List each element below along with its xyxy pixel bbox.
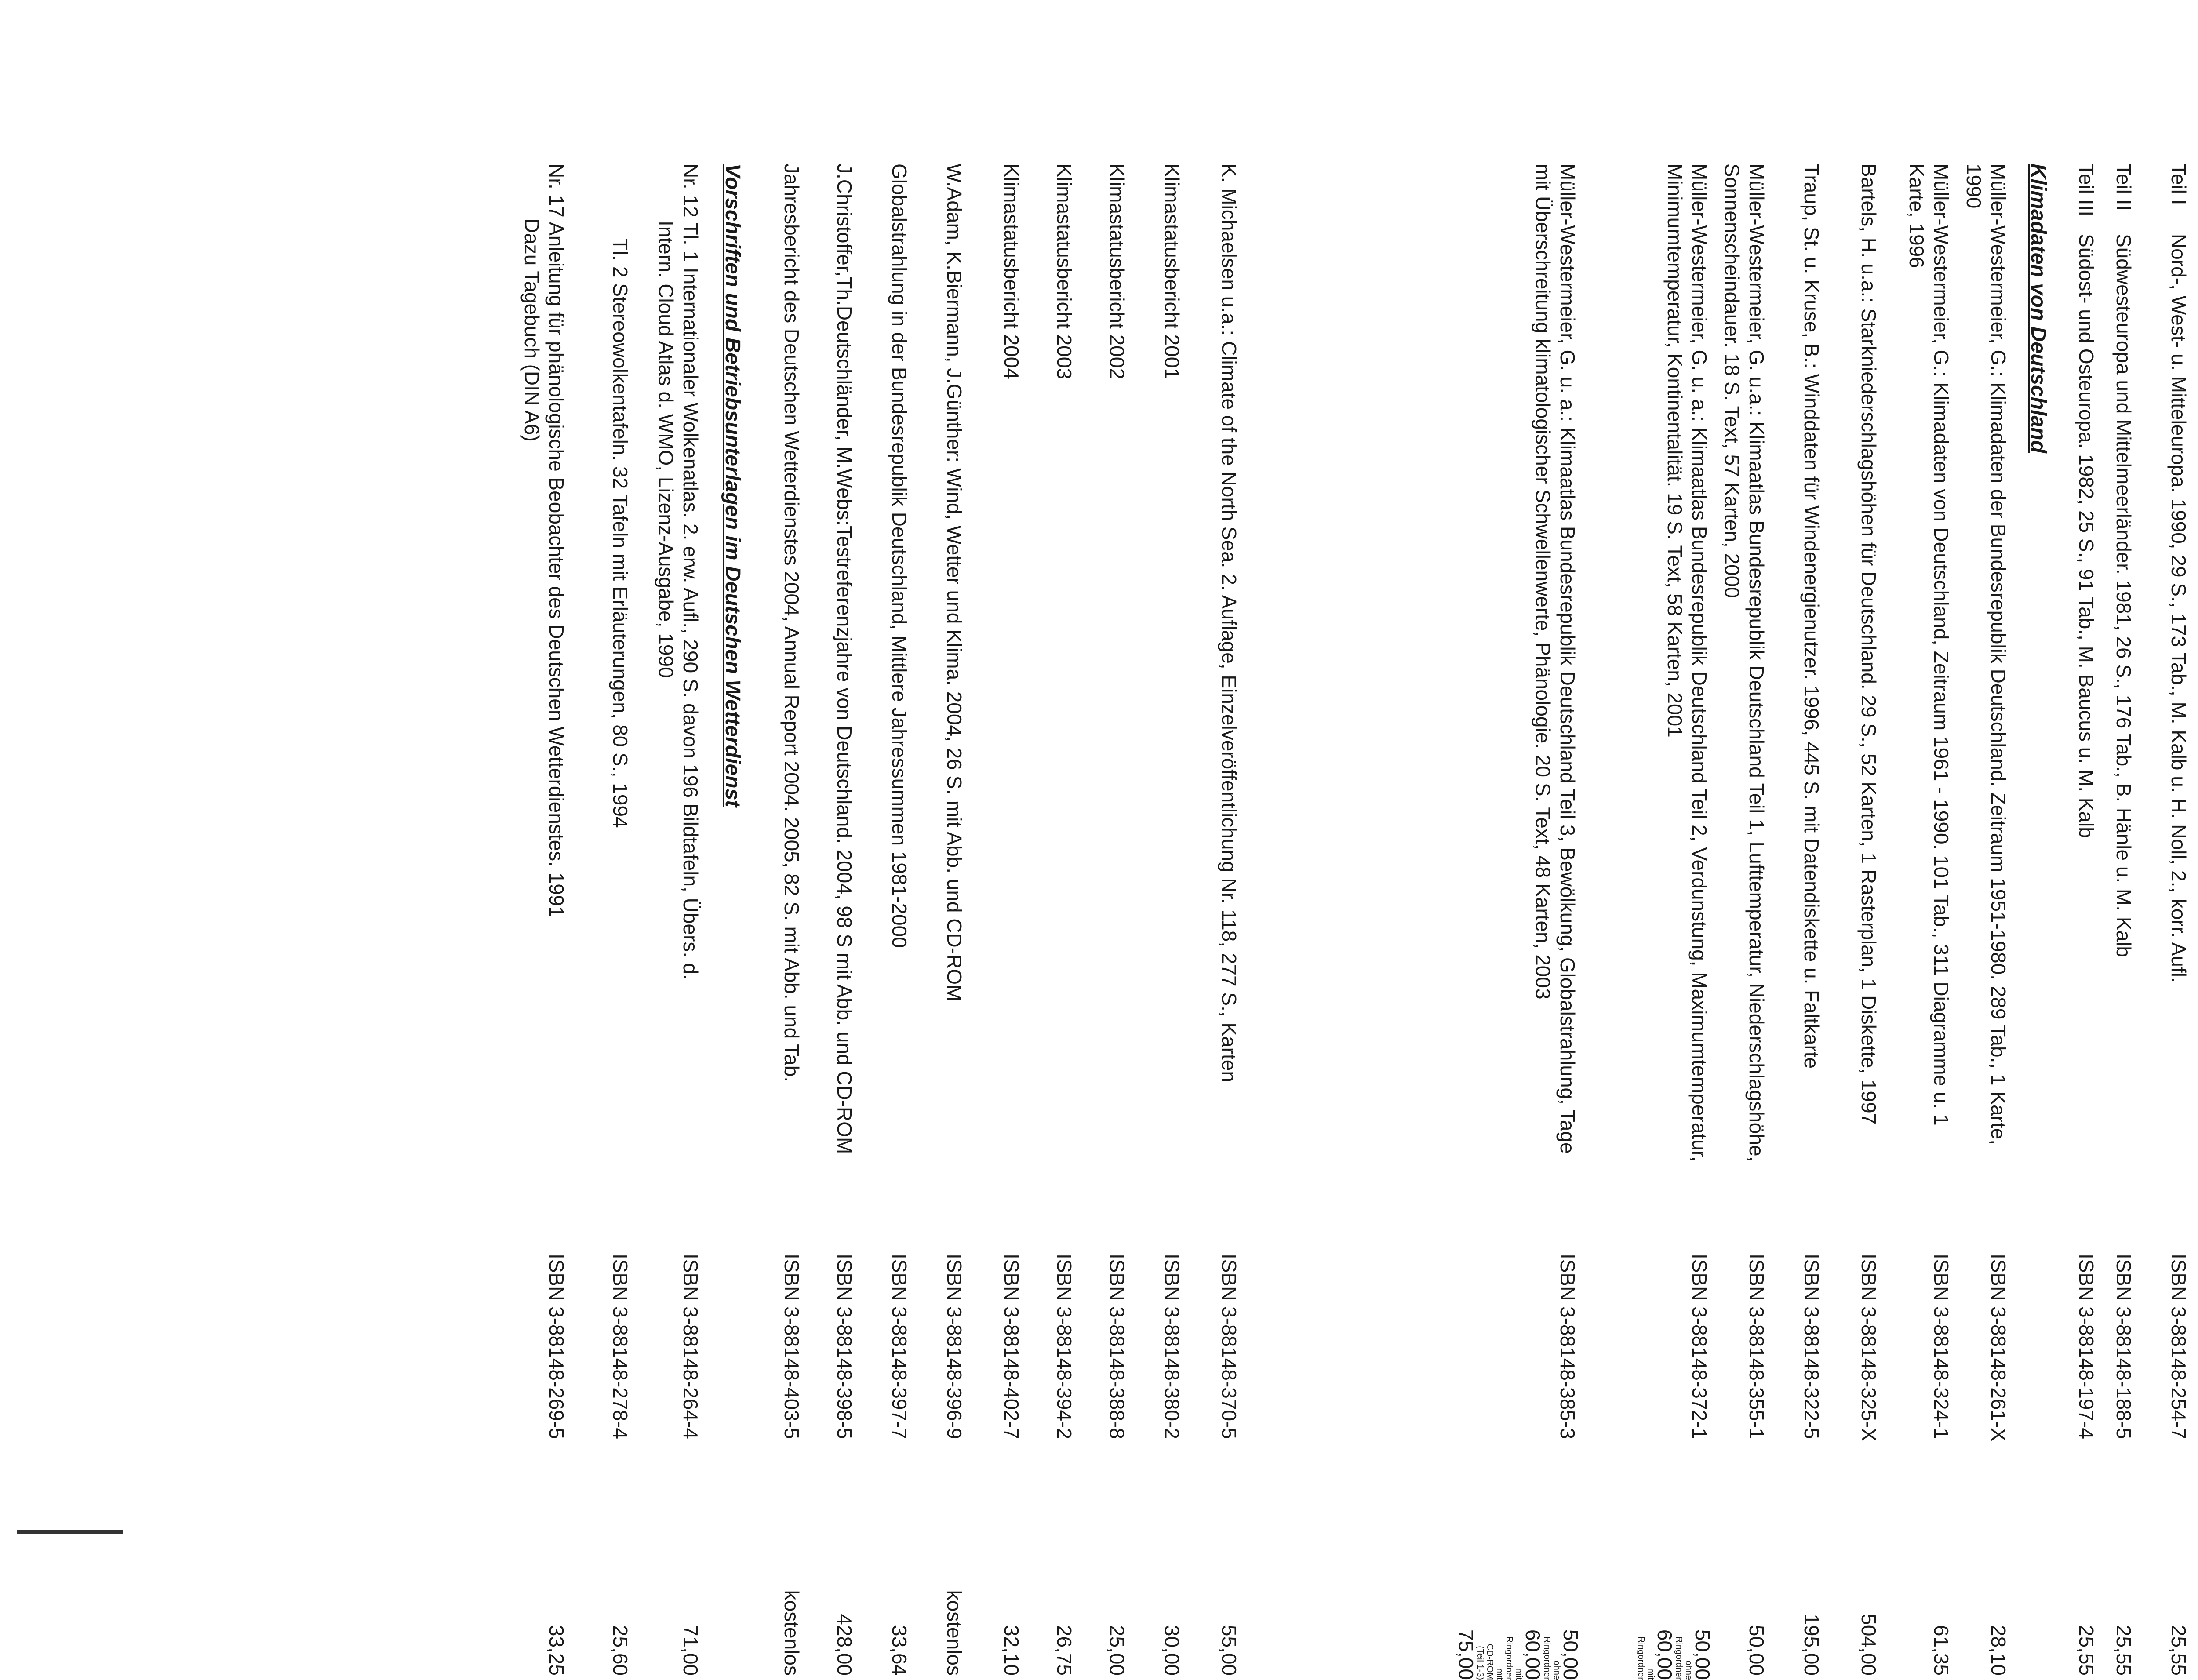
entry-description: Klimastatusbericht 2003 bbox=[1053, 164, 1076, 379]
entry-price: 33,25 bbox=[545, 1625, 568, 1676]
price-value: 75,00 bbox=[1455, 1629, 1477, 1680]
europa-row bbox=[2110, 164, 2136, 1676]
entry-isbn: ISBN 3-88148-264-4 bbox=[679, 1254, 702, 1439]
entry-isbn: ISBN 3-88148-324-1 bbox=[1930, 1254, 1953, 1439]
entry-description: Südost- und Osteuropa. 1982, 25 S., 91 Tab., M. Baucus u. M. Kalb bbox=[2075, 234, 2098, 838]
entry-description: Jahresbericht des Deutschen Wetterdienstes 2004, Annual Report 2004. 2005, 82 S. mit Abb. und Tab. bbox=[780, 164, 803, 1083]
entry-price: 33,64 bbox=[888, 1625, 911, 1676]
entry-isbn: ISBN 3-88148-394-2 bbox=[1053, 1254, 1076, 1439]
entry-description: Müller-Westermeier, G.: Klimadaten der Bundesrepublik Deutschland. Zeitraum 1951-1980. 289 Tab., 1 Karte, 1990 bbox=[1962, 164, 2010, 1145]
entry-description: Nord-, West- u. Mitteleuropa. 1990, 29 S., 173 Tab., M. Kalb u. H. Noll, 2., korr. Aufl. bbox=[2167, 234, 2190, 983]
price-value: 50,00 bbox=[1559, 1629, 1582, 1680]
entry-price: 26,75 bbox=[1053, 1625, 1076, 1676]
europa-row bbox=[2072, 164, 2099, 1676]
teil-label: Teil III bbox=[2075, 164, 2098, 217]
price-value: 50,00 bbox=[1691, 1629, 1714, 1680]
entry-description: Müller-Westermeier, G. u. a.: Klimaatlas Bundesrepublik Deutschland Teil 3, Bewölkung, Globalstrahlung, Tage mit Überschreitung klimatologischer Schwellenwerte, Phänologie. 20 S. Text, 48 Karten, 2003 bbox=[1532, 164, 1579, 1154]
entry-description: Müller-Westermeier, G.: Klimadaten von Deutschland, Zeitraum 1961 - 1990. 101 Tab., 311 Diagramme u. 1 Karte, 1996 bbox=[1905, 164, 1953, 1126]
entry-price: 25,55 bbox=[2112, 1625, 2135, 1676]
entry-description: Bartels, H. u.a.: Starkniederschlagshöhen für Deutschland. 29 S., 52 Karten, 1 Rasterplan, 1 Diskette, 1997 bbox=[1857, 164, 1880, 1125]
entry-price: 71,00 bbox=[679, 1625, 702, 1676]
entry-isbn: ISBN 3-88148-398-5 bbox=[833, 1254, 856, 1439]
entry-description: J.Christoffer,Th.Deutschländer, M.Webs:Testreferenzjahre von Deutschland. 2004, 98 S mit Abb. und CD-ROM bbox=[833, 164, 856, 1154]
entry-isbn: ISBN 3-88148-197-4 bbox=[2075, 1254, 2098, 1439]
entry-price: 195,00 bbox=[1800, 1614, 1823, 1676]
scan-edge-mark bbox=[17, 1530, 123, 1534]
entry-price: 32,10 bbox=[1000, 1625, 1023, 1676]
entry-description bbox=[520, 164, 569, 1183]
section-heading-vorschriften: Vorschriften und Betriebsunterlagen im Deutschen Wetterdienst bbox=[721, 164, 744, 807]
price-note: Ringordner bbox=[1674, 1636, 1684, 1680]
entry-price: kostenlos bbox=[780, 1590, 803, 1676]
entry-price-options bbox=[1636, 1544, 1712, 1680]
entry-description bbox=[654, 164, 703, 1183]
description-line: Nr. 12 Tl. 1 Internationaler Wolkenatlas. 2. erw. Aufl., 290 S. davon 196 Bildtafeln, Übers. d. bbox=[679, 164, 702, 980]
entry-price: 61,35 bbox=[1930, 1625, 1953, 1676]
entry-price: 25,55 bbox=[2167, 1625, 2190, 1676]
description-line: Dazu Tagebuch (DIN A6) bbox=[520, 218, 543, 442]
price-note: Ringordner bbox=[1636, 1636, 1646, 1680]
entry-isbn: ISBN 3-88148-403-5 bbox=[780, 1254, 803, 1439]
price-note: mit bbox=[1495, 1668, 1504, 1680]
europa-row bbox=[2138, 164, 2191, 1676]
entry-isbn: ISBN 3-88148-372-1 bbox=[1688, 1254, 1711, 1439]
entry-isbn: ISBN 3-88148-254-7 bbox=[2167, 1254, 2190, 1439]
entry-isbn: ISBN 3-88148-402-7 bbox=[1000, 1254, 1023, 1439]
entry-isbn: ISBN 3-88148-355-1 bbox=[1745, 1254, 1768, 1439]
price-note: mit bbox=[1646, 1668, 1656, 1680]
entry-price: 30,00 bbox=[1161, 1625, 1183, 1676]
teil-label: Teil I bbox=[2167, 164, 2190, 205]
entry-description bbox=[608, 238, 633, 1183]
entry-price: 25,00 bbox=[1106, 1625, 1128, 1676]
entry-isbn: ISBN 3-88148-397-7 bbox=[888, 1254, 911, 1439]
price-note: ohne bbox=[1552, 1660, 1561, 1680]
section-heading-deutschland: Klimadaten von Deutschland bbox=[2027, 164, 2050, 453]
description-line: Tl. 2 Stereowolkentafeln. 32 Tafeln mit Erläuterungen, 80 S., 1994 bbox=[609, 238, 632, 828]
entry-description: Globalstrahlung in der Bundesrepublik Deutschland, Mittlere Jahressummen 1981-2000 bbox=[888, 164, 911, 948]
entry-isbn: ISBN 3-88148-269-5 bbox=[545, 1254, 568, 1439]
price-note: ohne bbox=[1684, 1660, 1693, 1680]
entry-isbn: ISBN 3-88148-322-5 bbox=[1800, 1254, 1823, 1439]
entry-description: Klimastatusbericht 2004 bbox=[1000, 164, 1023, 379]
entry-isbn: ISBN 3-88148-325-X bbox=[1857, 1254, 1880, 1442]
price-value: 60,00 bbox=[1521, 1629, 1544, 1680]
price-note: Ringordner bbox=[1542, 1636, 1552, 1680]
entry-description: Klimastatusbericht 2002 bbox=[1106, 164, 1128, 379]
entry-isbn: ISBN 3-88148-370-5 bbox=[1218, 1254, 1241, 1439]
price-note: mit bbox=[1514, 1668, 1524, 1680]
entry-price: 504,00 bbox=[1857, 1614, 1880, 1676]
entry-description: K. Michaelsen u.a.: Climate of the North Sea. 2. Auflage, Einzelveröffentlichung Nr. 118, 277 S., Karten bbox=[1218, 164, 1241, 1082]
entry-price: 28,10 bbox=[1987, 1625, 2010, 1676]
entry-isbn: ISBN 3-88148-385-3 bbox=[1556, 1254, 1579, 1439]
entry-price: 25,60 bbox=[609, 1625, 632, 1676]
entry-isbn: ISBN 3-88148-380-2 bbox=[1161, 1254, 1183, 1439]
entry-price: 55,00 bbox=[1218, 1625, 1241, 1676]
entry-isbn: ISBN 3-88148-188-5 bbox=[2112, 1254, 2135, 1439]
teil-label: Teil II bbox=[2112, 164, 2135, 211]
entry-isbn: ISBN 3-88148-396-9 bbox=[943, 1254, 966, 1439]
price-value: 60,00 bbox=[1653, 1629, 1676, 1680]
description-line: Nr. 17 Anleitung für phänologische Beobachter des Deutschen Wetterdienstes. 1991 bbox=[545, 164, 568, 918]
entry-description: Müller-Westermeier, G. u.a.: Klimaatlas Bundesrepublik Deutschland Teil 1, Lufttemperatur, Niederschlagshöhe, Sonnenscheindauer. 18 S. Text, 57 Karten, 2000 bbox=[1721, 164, 1768, 1162]
entry-description: W.Adam, K.Biermann, J.Günther: Wind, Wetter und Klima. 2004, 26 S. mit Abb. und CD-ROM bbox=[943, 164, 966, 1002]
description-line: Intern. Cloud Atlas d. WMO, Lizenz-Ausgabe, 1990 bbox=[655, 221, 677, 678]
entry-price: 50,00 bbox=[1745, 1625, 1768, 1676]
entry-description: Klimastatusbericht 2001 bbox=[1161, 164, 1183, 379]
entry-price: kostenlos bbox=[943, 1590, 966, 1676]
price-note: Ringordner bbox=[1504, 1636, 1514, 1680]
entry-isbn: ISBN 3-88148-261-X bbox=[1987, 1254, 2010, 1442]
entry-isbn: ISBN 3-88148-278-4 bbox=[609, 1254, 632, 1439]
entry-description: Südwesteuropa und Mittelmeerländer. 1981, 26 S., 176 Tab., B. Hänle u. M. Kalb bbox=[2112, 234, 2135, 957]
price-note: CD-ROM bbox=[1485, 1644, 1495, 1680]
entry-description: Müller-Westermeier, G. u. a.: Klimaatlas Bundesrepublik Deutschland Teil 2, Verdunstung, Maximumtemperatur, Minimumtemperatur, Kontinentalität. 19 S. Text, 58 Karten, 2001 bbox=[1663, 164, 1711, 1162]
entry-price-options bbox=[1457, 1544, 1580, 1680]
entry-isbn: ISBN 3-88148-388-8 bbox=[1106, 1254, 1128, 1439]
price-note: (Teil 1-3) bbox=[1475, 1646, 1485, 1680]
entry-price: 25,55 bbox=[2075, 1625, 2098, 1676]
entry-description: Traup, St. u. Kruse, B.: Winddaten für Windenergienutzer. 1996, 445 S. mit Datendiskette u. Faltkarte bbox=[1800, 164, 1823, 1069]
entry-price: 428,00 bbox=[833, 1614, 856, 1676]
